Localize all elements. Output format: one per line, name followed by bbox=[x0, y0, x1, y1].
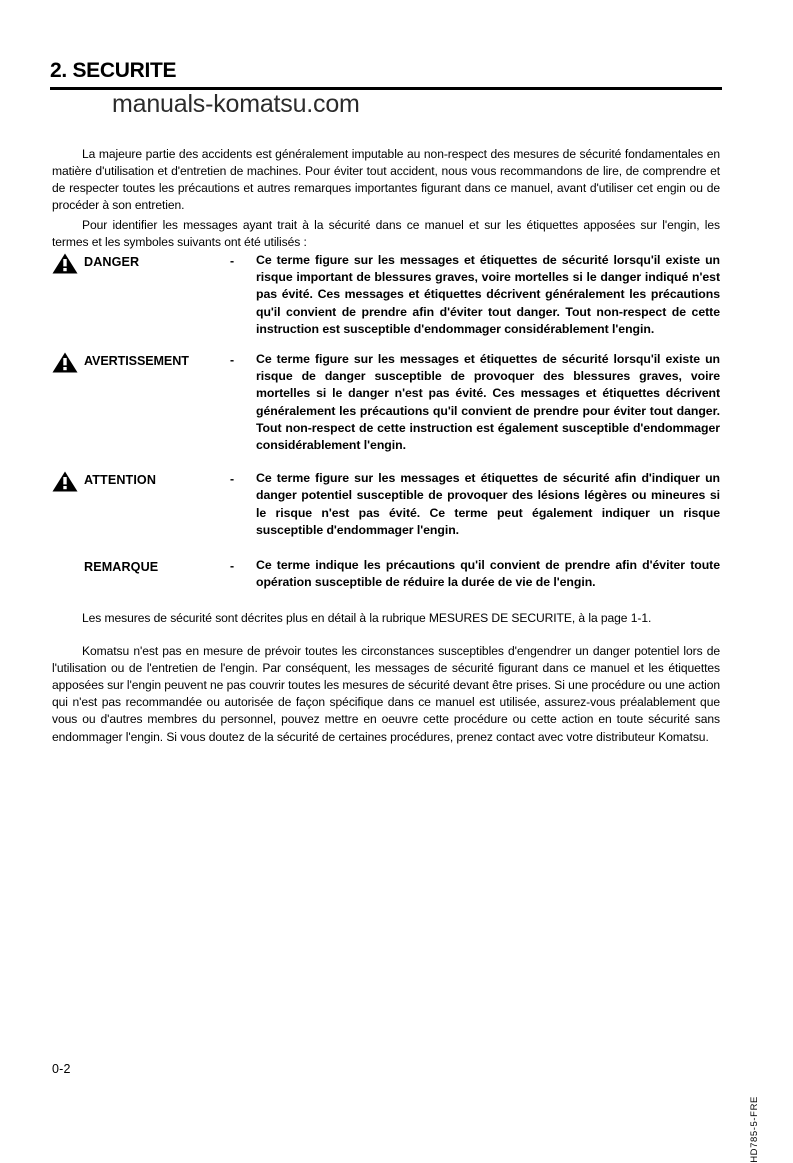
intro-paragraph-2: Pour identifier les messages ayant trait à la sécurité dans ce manuel et sur les étiquettes apposées sur l'engin, les termes et les symboles suivants ont été utilisés : bbox=[52, 218, 720, 250]
term-head-remarque bbox=[52, 557, 230, 576]
warning-triangle-icon bbox=[52, 352, 78, 373]
closing-section bbox=[52, 610, 720, 746]
term-row-attention bbox=[52, 470, 720, 539]
paragraph-spacer bbox=[52, 627, 720, 643]
watermark-text: manuals-komatsu.com bbox=[112, 90, 360, 118]
term-row-remarque bbox=[52, 557, 720, 591]
term-dash-danger: - bbox=[230, 254, 235, 268]
term-label-avertissement: AVERTISSEMENT bbox=[84, 354, 189, 369]
term-description-avertissement: Ce terme figure sur les messages et étiquettes de sécurité lorsqu'il existe un risque de danger susceptible de provoquer des blessures graves, voire mortelles si le danger n'est pas évité. Ces messages et étiquettes décrivent généralement les précautions qu'il convient de prendre pour éviter tout danger. Tout non-respect de cette instruction est également susceptible d'endommager considérablement l'engin. bbox=[256, 352, 720, 453]
term-head-danger bbox=[52, 252, 230, 274]
closing-paragraph-2: Komatsu n'est pas en mesure de prévoir toutes les circonstances susceptibles d'engendrer un danger potentiel lors de l'utilisation ou de l'entretien de l'engin. Par conséquent, les messages de sécurité figurant dans ce manuel et les étiquettes apposées sur l'engin peuvent ne pas couvrir toutes les mesures de sécurité devant être prises. Si une procédure ou une action qui n'est pas recommandée ou autorisée de façon spécifique dans ce manuel est utilisée, assurez-vous préalablement que vous ou d'autres membres du personnel, pouvez mettre en oeuvre cette procédure ou cette action en toute sécurité sans endommager l'engin. Si vous doutez de la sécurité de certaines procédures, prenez contact avec votre distributeur Komatsu. bbox=[52, 644, 720, 744]
term-row-danger bbox=[52, 252, 720, 338]
term-description-remarque: Ce terme indique les précautions qu'il convient de prendre afin d'éviter toute opération susceptible de réduire la durée de vie de l'engin. bbox=[256, 558, 720, 590]
closing-paragraph-1: Les mesures de sécurité sont décrites plus en détail à la rubrique MESURES DE SECURITE, à la page 1-1. bbox=[82, 611, 652, 625]
intro-paragraph-1: La majeure partie des accidents est généralement imputable au non-respect des mesures de sécurité fondamentales en matière d'utilisation et d'entretien de machines. Pour éviter tout accident, nous vous recommandons de lire, de comprendre et de respecter toutes les précautions et autres remarques importantes figurant dans ce manuel, avant d'utiliser cet engin ou de procéder à son entretien. bbox=[52, 147, 720, 213]
term-head-attention bbox=[52, 470, 230, 492]
term-label-remarque: REMARQUE bbox=[84, 560, 159, 575]
warning-triangle-icon bbox=[52, 471, 78, 492]
term-description-danger: Ce terme figure sur les messages et étiquettes de sécurité lorsqu'il existe un risque important de blessures graves, voire mortelles si le danger indiqué n'est pas évité. Ces messages et étiquettes décrivent généralement les précautions qu'il convient de prendre afin d'éviter tout danger. Tout non-respect de cette instruction est susceptible d'endommager considérablement l'engin. bbox=[256, 253, 720, 336]
safety-terms-list bbox=[52, 252, 720, 591]
term-row-avertissement bbox=[52, 351, 720, 454]
intro-section bbox=[52, 146, 720, 252]
term-head-avertissement bbox=[52, 351, 230, 373]
page-number: 0-2 bbox=[52, 1062, 71, 1076]
term-dash-avertissement: - bbox=[230, 353, 235, 368]
page-header bbox=[50, 58, 722, 118]
chapter-title: 2. SECURITE bbox=[50, 59, 177, 82]
term-dash-remarque: - bbox=[230, 559, 235, 574]
term-label-attention: ATTENTION bbox=[84, 473, 157, 488]
document-code: HD785-5-FRE bbox=[749, 1096, 760, 1163]
term-description-attention: Ce terme figure sur les messages et étiquettes de sécurité afin d'indiquer un danger potentiel susceptible de provoquer des lésions légères ou mineures si le risque n'est pas évité. Ce terme peut également indiquer un risque susceptible d'endommager l'engin. bbox=[256, 471, 720, 537]
warning-triangle-icon bbox=[52, 253, 78, 274]
term-dash-attention: - bbox=[230, 472, 235, 487]
term-label-danger: DANGER bbox=[84, 255, 140, 269]
